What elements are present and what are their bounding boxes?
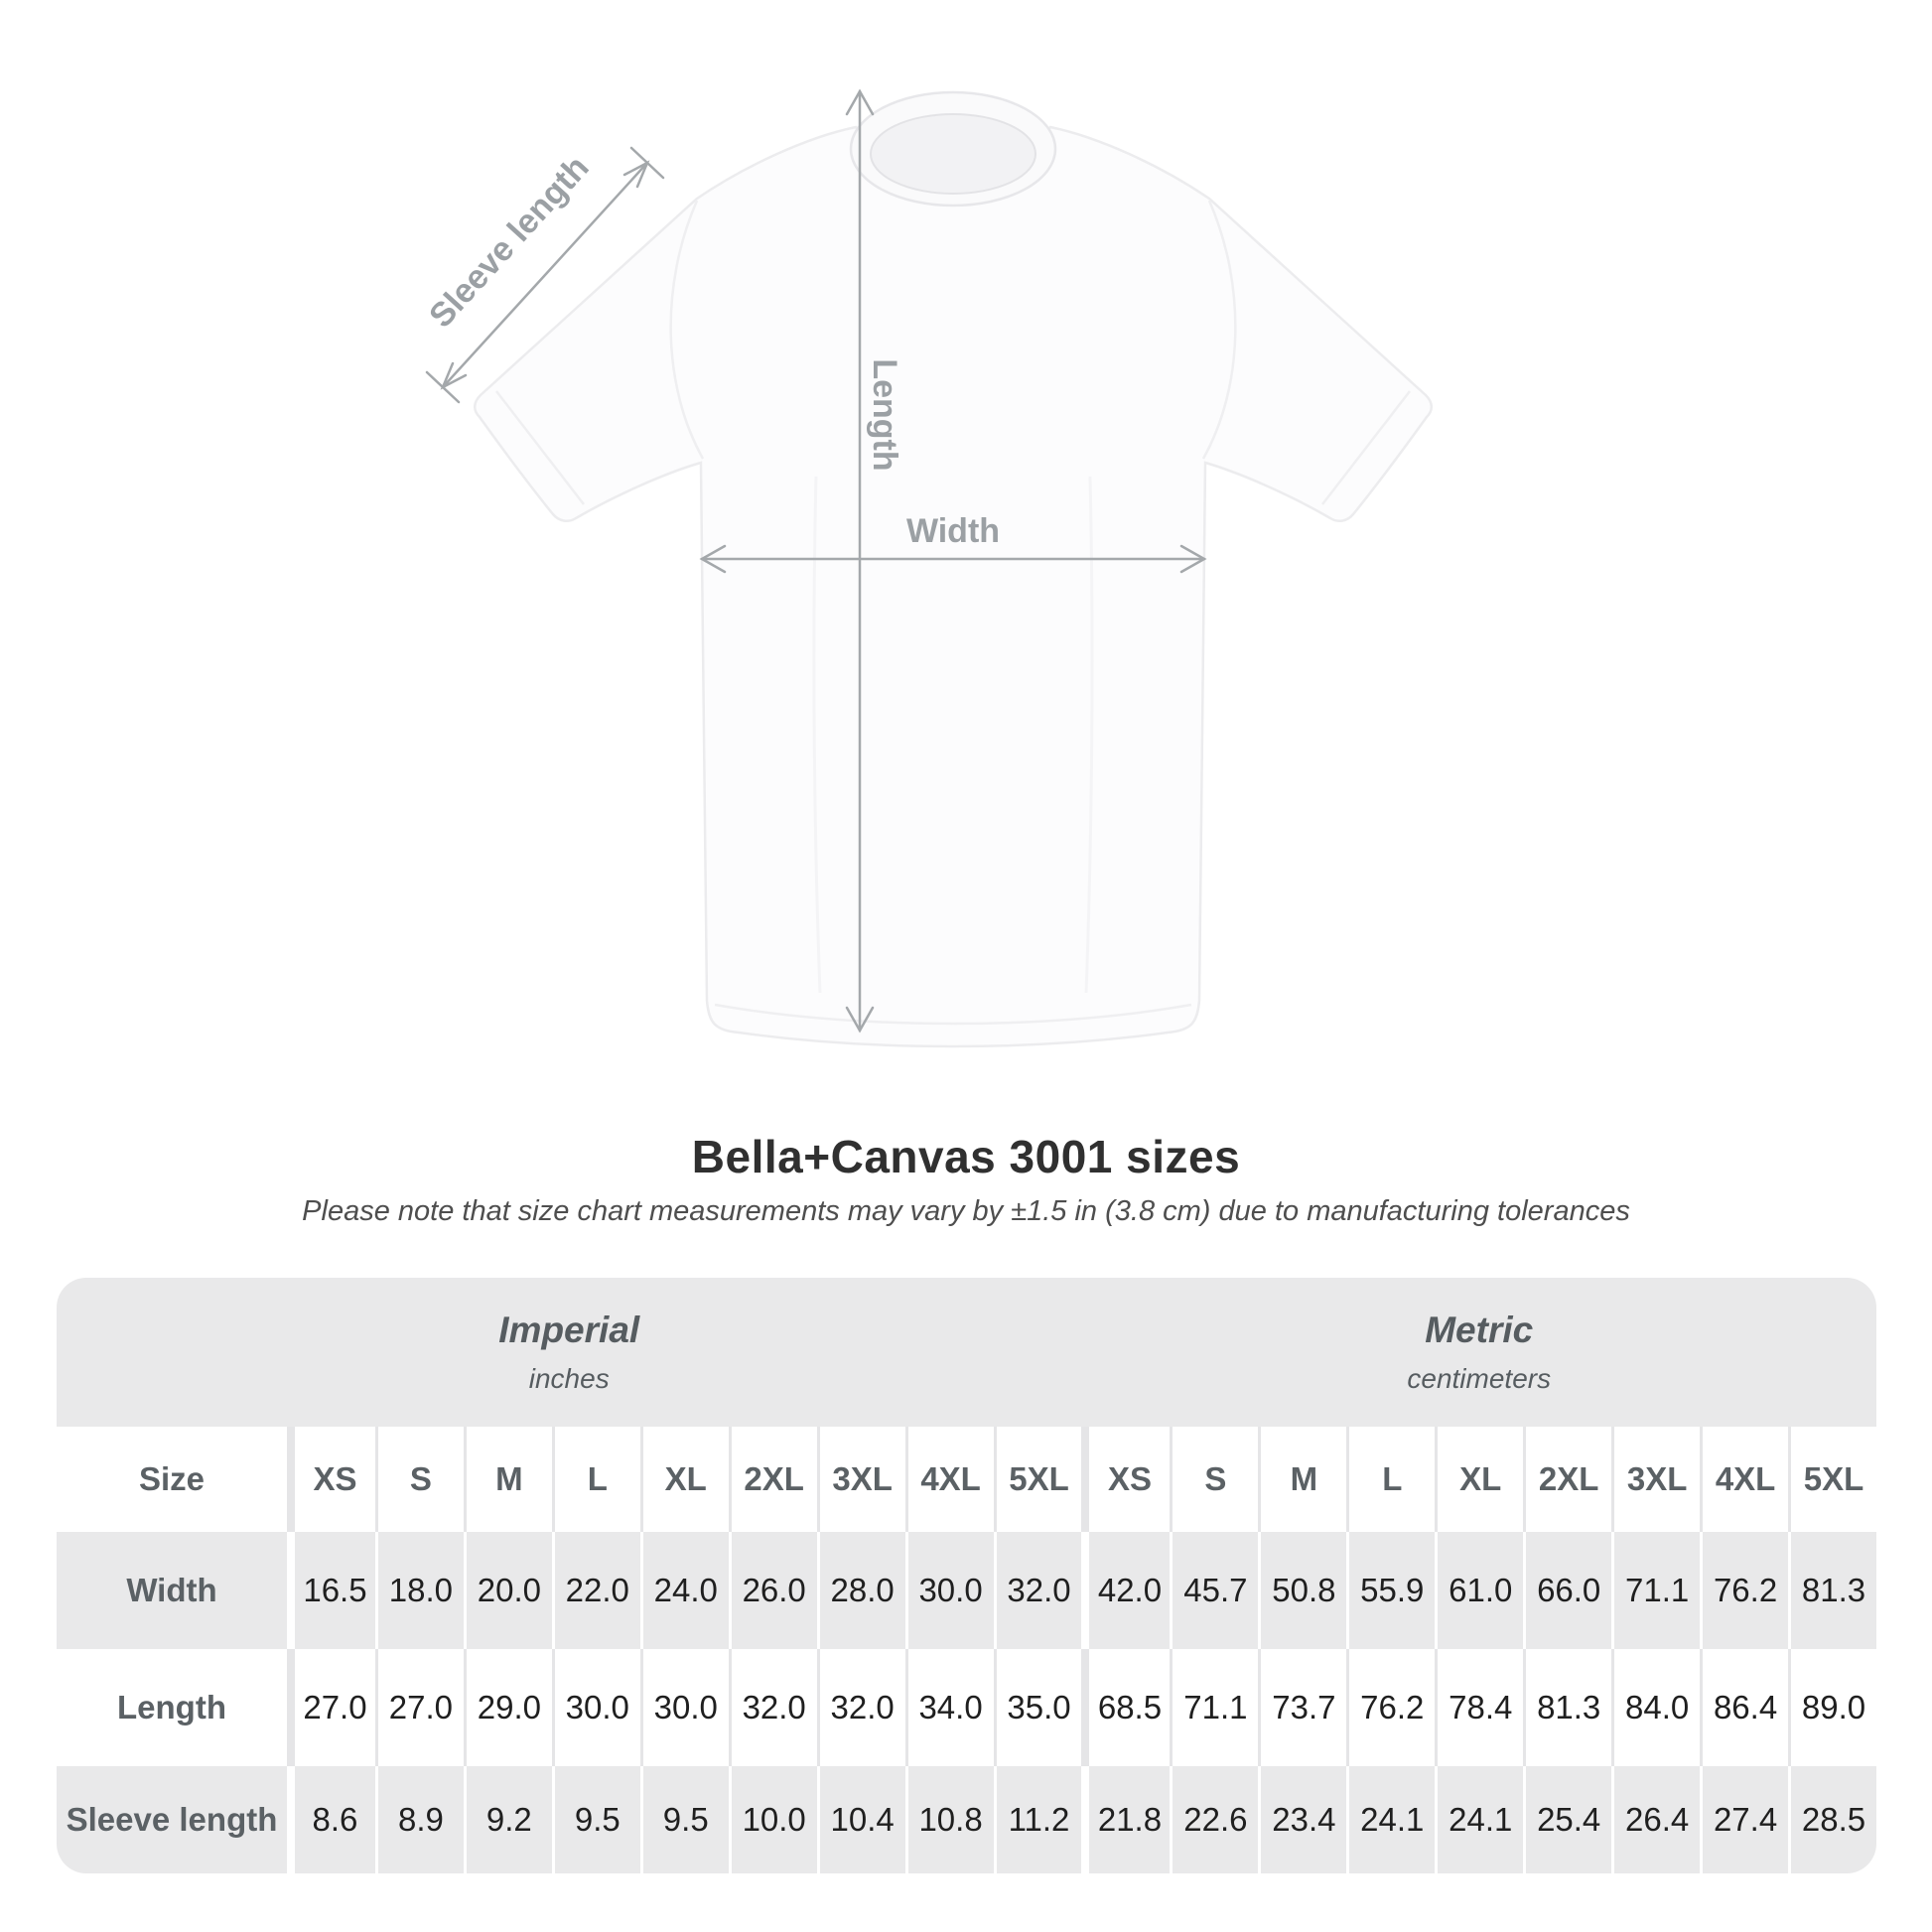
- table-cell: 28.0: [817, 1532, 905, 1649]
- table-cell: 27.0: [287, 1649, 375, 1766]
- size-header-cell: 5XL: [1788, 1427, 1876, 1532]
- metric-section-header: [1081, 1278, 1876, 1427]
- size-header-cell: 2XL: [1523, 1427, 1611, 1532]
- table-cell: 34.0: [905, 1649, 994, 1766]
- table-cell: 24.1: [1346, 1766, 1435, 1873]
- table-cell: 10.4: [817, 1766, 905, 1873]
- table-cell: 86.4: [1700, 1649, 1788, 1766]
- table-cell: 25.4: [1523, 1766, 1611, 1873]
- table-cell: 23.4: [1258, 1766, 1346, 1873]
- size-header-cell: 3XL: [1611, 1427, 1700, 1532]
- tshirt-illustration: [475, 92, 1432, 1046]
- table-cell: 45.7: [1170, 1532, 1258, 1649]
- size-header-cell: L: [1346, 1427, 1435, 1532]
- table-cell: 22.0: [552, 1532, 640, 1649]
- metric-unit: centimeters: [1407, 1363, 1552, 1394]
- table-cell: 71.1: [1170, 1649, 1258, 1766]
- length-label: Length: [866, 358, 903, 472]
- imperial-label: Imperial: [498, 1310, 640, 1350]
- size-header-cell: S: [1170, 1427, 1258, 1532]
- table-cell: 27.0: [375, 1649, 464, 1766]
- size-header-cell: 2XL: [729, 1427, 817, 1532]
- table-cell: 9.5: [640, 1766, 729, 1873]
- size-header-cell: M: [464, 1427, 552, 1532]
- table-cell: 76.2: [1346, 1649, 1435, 1766]
- size-header-cell: XS: [287, 1427, 375, 1532]
- row-label-sleeve-length: Sleeve length: [57, 1766, 287, 1873]
- table-cell: 32.0: [729, 1649, 817, 1766]
- table-cell: 84.0: [1611, 1649, 1700, 1766]
- table-cell: 55.9: [1346, 1532, 1435, 1649]
- table-cell: 29.0: [464, 1649, 552, 1766]
- size-header-cell: 3XL: [817, 1427, 905, 1532]
- page-title: Bella+Canvas 3001 sizes: [691, 1131, 1241, 1182]
- table-cell: 35.0: [994, 1649, 1082, 1766]
- width-label: Width: [905, 512, 1001, 550]
- table-cell: 32.0: [817, 1649, 905, 1766]
- sleeve-length-label: Sleeve length: [422, 148, 597, 336]
- table-cell: 81.3: [1788, 1532, 1876, 1649]
- table-cell: 9.2: [464, 1766, 552, 1873]
- table-cell: 61.0: [1435, 1532, 1523, 1649]
- table-cell: 66.0: [1523, 1532, 1611, 1649]
- row-label-length: Length: [57, 1649, 287, 1766]
- table-cell: 22.6: [1170, 1766, 1258, 1873]
- table-cell: 10.0: [729, 1766, 817, 1873]
- table-cell: 11.2: [994, 1766, 1082, 1873]
- size-header-cell: XL: [1435, 1427, 1523, 1532]
- size-col-header: Size: [57, 1427, 287, 1532]
- table-cell: 30.0: [640, 1649, 729, 1766]
- table-cell: 78.4: [1435, 1649, 1523, 1766]
- collar-opening: [871, 114, 1035, 194]
- size-table: [57, 1278, 1876, 1873]
- table-cell: 30.0: [905, 1532, 994, 1649]
- tolerance-note: Please note that size chart measurements may vary by ±1.5 in (3.8 cm) due to manufacturing tolerances: [302, 1195, 1630, 1227]
- imperial-unit: inches: [528, 1363, 610, 1394]
- table-cell: 18.0: [375, 1532, 464, 1649]
- size-header-cell: 4XL: [1700, 1427, 1788, 1532]
- table-cell: 68.5: [1081, 1649, 1170, 1766]
- imperial-section-header: [57, 1278, 1081, 1427]
- table-cell: 16.5: [287, 1532, 375, 1649]
- table-cell: 8.9: [375, 1766, 464, 1873]
- size-header-cell: XL: [640, 1427, 729, 1532]
- table-cell: 81.3: [1523, 1649, 1611, 1766]
- table-cell: 73.7: [1258, 1649, 1346, 1766]
- table-cell: 30.0: [552, 1649, 640, 1766]
- table-cell: 76.2: [1700, 1532, 1788, 1649]
- table-cell: 26.4: [1611, 1766, 1700, 1873]
- row-label-width: Width: [57, 1532, 287, 1649]
- size-header-cell: S: [375, 1427, 464, 1532]
- table-cell: 20.0: [464, 1532, 552, 1649]
- table-cell: 24.0: [640, 1532, 729, 1649]
- table-cell: 24.1: [1435, 1766, 1523, 1873]
- table-cell: 71.1: [1611, 1532, 1700, 1649]
- size-header-cell: L: [552, 1427, 640, 1532]
- table-cell: 9.5: [552, 1766, 640, 1873]
- table-cell: 26.0: [729, 1532, 817, 1649]
- table-cell: 42.0: [1081, 1532, 1170, 1649]
- table-cell: 27.4: [1700, 1766, 1788, 1873]
- table-cell: 8.6: [287, 1766, 375, 1873]
- size-header-cell: XS: [1081, 1427, 1170, 1532]
- table-cell: 89.0: [1788, 1649, 1876, 1766]
- table-cell: 28.5: [1788, 1766, 1876, 1873]
- table-cell: 21.8: [1081, 1766, 1170, 1873]
- table-cell: 50.8: [1258, 1532, 1346, 1649]
- size-header-cell: 5XL: [994, 1427, 1082, 1532]
- table-cell: 10.8: [905, 1766, 994, 1873]
- size-header-cell: M: [1258, 1427, 1346, 1532]
- metric-label: Metric: [1425, 1310, 1534, 1350]
- size-header-cell: 4XL: [905, 1427, 994, 1532]
- table-cell: 32.0: [994, 1532, 1082, 1649]
